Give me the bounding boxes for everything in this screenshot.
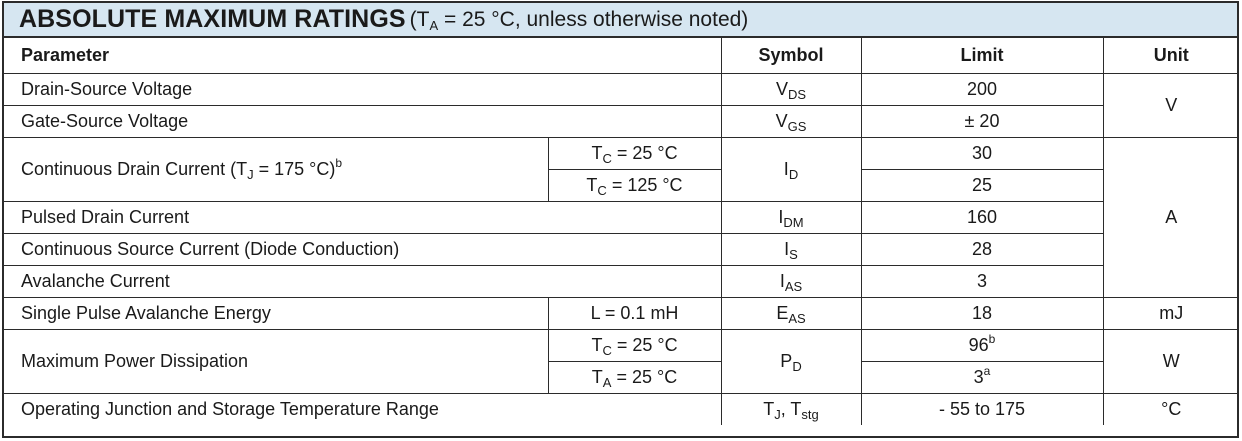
condition-id-tc125: $T_C = 125$ °C — [548, 169, 721, 201]
param-single-pulse-avalanche-energy: Single Pulse Avalanche Energy — [4, 297, 548, 329]
unit-amps: A — [1103, 137, 1239, 297]
symbol-vds: $V_{DS}$ — [721, 73, 861, 105]
symbol-pd: $P_D$ — [721, 329, 861, 393]
table-row — [4, 265, 1239, 297]
limit-id-tc25: 30 — [861, 137, 1103, 169]
param-avalanche-current: Avalanche Current — [4, 265, 721, 297]
condition-id-tc25: $T_C = 25$ °C — [548, 137, 721, 169]
unit-celsius: °C — [1103, 393, 1239, 425]
param-continuous-source-current: Continuous Source Current (Diode Conduction) — [4, 233, 721, 265]
symbol-id: $I_D$ — [721, 137, 861, 201]
unit-millijoules: mJ — [1103, 297, 1239, 329]
ratings-table — [4, 38, 1239, 425]
ratings-table-frame — [2, 1, 1239, 438]
limit-idm: 160 — [861, 201, 1103, 233]
symbol-ias: $I_{AS}$ — [721, 265, 861, 297]
limit-tj-tstg: - 55 to 175 — [861, 393, 1103, 425]
unit-volts: V — [1103, 73, 1239, 137]
unit-watts: W — [1103, 329, 1239, 393]
limit-vgs: ± 20 — [861, 105, 1103, 137]
condition-pd-tc25: $T_C = 25$ °C — [548, 329, 721, 361]
symbol-vgs: $V_{GS}$ — [721, 105, 861, 137]
table-title-main: ABSOLUTE MAXIMUM RATINGS — [19, 5, 406, 33]
table-row — [4, 329, 1239, 361]
limit-is: 28 — [861, 233, 1103, 265]
table-title — [4, 3, 1237, 38]
table-row — [4, 73, 1239, 105]
param-drain-source-voltage: Drain-Source Voltage — [4, 73, 721, 105]
table-row — [4, 137, 1239, 169]
limit-pd-tc25: 96$^b$ — [861, 329, 1103, 361]
limit-id-tc125: 25 — [861, 169, 1103, 201]
header-limit: Limit — [861, 38, 1103, 73]
table-row — [4, 393, 1239, 425]
table-row — [4, 105, 1239, 137]
table-title-condition: ($T_A = 25$ °C, unless otherwise noted) — [409, 7, 749, 33]
limit-eas: 18 — [861, 297, 1103, 329]
table-row — [4, 297, 1239, 329]
symbol-is: $I_S$ — [721, 233, 861, 265]
limit-vds: 200 — [861, 73, 1103, 105]
header-parameter: Parameter — [4, 38, 721, 73]
param-gate-source-voltage: Gate-Source Voltage — [4, 105, 721, 137]
table-header-row — [4, 38, 1239, 73]
param-operating-temperature-range: Operating Junction and Storage Temperature Range — [4, 393, 721, 425]
condition-eas: L = 0.1 mH — [548, 297, 721, 329]
limit-ias: 3 — [861, 265, 1103, 297]
limit-pd-ta25: 3$^a$ — [861, 361, 1103, 393]
condition-pd-ta25: $T_A = 25$ °C — [548, 361, 721, 393]
header-unit: Unit — [1103, 38, 1239, 73]
symbol-idm: $I_{DM}$ — [721, 201, 861, 233]
param-continuous-drain-current: Continuous Drain Current ($T_J = 175$ °C)$^b$ — [4, 137, 548, 201]
param-pulsed-drain-current: Pulsed Drain Current — [4, 201, 721, 233]
table-row — [4, 201, 1239, 233]
symbol-eas: $E_{AS}$ — [721, 297, 861, 329]
param-maximum-power-dissipation: Maximum Power Dissipation — [4, 329, 548, 393]
table-row — [4, 233, 1239, 265]
symbol-tj-tstg: $T_J$, $T_{stg}$ — [721, 393, 861, 425]
header-symbol: Symbol — [721, 38, 861, 73]
